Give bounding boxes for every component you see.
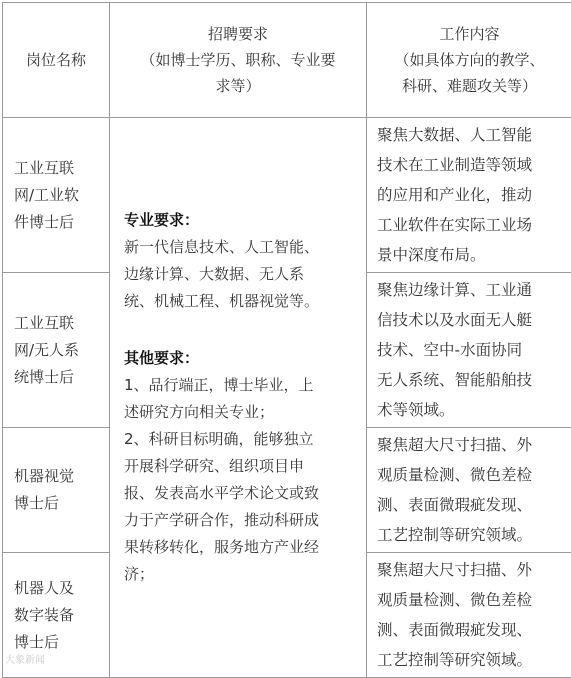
watermark-text: 大象新闻 <box>5 655 45 666</box>
position-line: 网/工业软 <box>14 182 101 209</box>
content-line: 聚焦超大尺寸扫描、外 <box>377 555 566 585</box>
position-line: 博士后 <box>14 629 101 656</box>
watermark <box>5 651 45 666</box>
header-requirements <box>110 3 367 118</box>
major-requirements-heading: 专业要求： <box>124 207 358 234</box>
requirement-line: 2、科研目标明确，能够独立 <box>124 426 358 453</box>
position-line: 统博士后 <box>14 364 101 391</box>
content-line: 观质量检测、微色差检 <box>377 585 566 615</box>
content-line: 工艺控制等研究领域。 <box>377 520 566 550</box>
header-position <box>3 3 110 118</box>
position-line: 机器人及 <box>14 575 101 602</box>
content-line: 景中深度布局。 <box>377 240 566 270</box>
position-line: 数字装备 <box>14 602 101 629</box>
requirement-line: 力于产学研合作，推动科研成 <box>124 507 358 534</box>
header-content-sub2: 科研、难题攻关等） <box>367 73 571 99</box>
content-line: 技术在工业制造等领域 <box>377 150 566 180</box>
header-content-title: 工作内容 <box>367 21 571 47</box>
content-line: 技术、空中-水面协同 <box>377 335 566 365</box>
recruitment-table <box>2 2 571 678</box>
position-cell <box>3 118 110 273</box>
content-line: 聚焦边缘计算、工业通 <box>377 275 566 305</box>
content-line: 测、表面微瑕疵发现、 <box>377 615 566 645</box>
header-content-sub1: （如具体方向的教学、 <box>367 47 571 73</box>
content-line: 信技术以及水面无人艇 <box>377 305 566 335</box>
position-line: 网/无人系 <box>14 337 101 364</box>
content-line: 工业软件在实际工业场 <box>377 210 566 240</box>
header-requirements-title: 招聘要求 <box>110 21 366 47</box>
requirement-line: 边缘计算、大数据、无人系 <box>124 261 358 288</box>
header-content <box>367 3 571 118</box>
other-requirements-heading: 其他要求： <box>124 345 358 372</box>
position-line: 机器视觉 <box>14 463 101 490</box>
content-cell <box>367 118 571 273</box>
content-line: 聚焦大数据、人工智能 <box>377 120 566 150</box>
requirement-line: 述研究方向相关专业； <box>124 399 358 426</box>
content-cell <box>367 273 571 428</box>
spacer <box>124 315 358 345</box>
header-row <box>3 3 571 118</box>
requirement-line: 1、品行端正，博士毕业，上 <box>124 372 358 399</box>
content-line: 聚焦超大尺寸扫描、外 <box>377 430 566 460</box>
position-line: 工业互联 <box>14 155 101 182</box>
table-row <box>3 118 571 273</box>
header-requirements-sub1: （如博士学历、职称、专业要 <box>110 47 366 73</box>
requirements-cell <box>110 118 367 678</box>
position-cell <box>3 428 110 553</box>
content-line: 术等领域。 <box>377 395 566 425</box>
requirement-line: 新一代信息技术、人工智能、 <box>124 234 358 261</box>
header-requirements-sub2: 求等） <box>110 73 366 99</box>
content-line: 无人系统、智能船舶技 <box>377 365 566 395</box>
requirement-line: 统、机械工程、机器视觉等。 <box>124 288 358 315</box>
position-cell <box>3 273 110 428</box>
header-position-label: 岗位名称 <box>26 51 86 69</box>
requirement-line: 开展科学研究、组织项目申 <box>124 453 358 480</box>
position-line: 件博士后 <box>14 209 101 236</box>
position-line: 工业互联 <box>14 310 101 337</box>
position-line: 博士后 <box>14 490 101 517</box>
content-line: 观质量检测、微色差检 <box>377 460 566 490</box>
requirement-line: 报、发表高水平学术论文或致 <box>124 480 358 507</box>
content-line: 测、表面微瑕疵发现、 <box>377 490 566 520</box>
requirement-line: 果转移转化，服务地方产业经 <box>124 534 358 561</box>
content-cell <box>367 428 571 553</box>
requirement-line: 济； <box>124 561 358 588</box>
content-line: 工艺控制等研究领域。 <box>377 645 566 675</box>
content-line: 的应用和产业化，推动 <box>377 180 566 210</box>
content-cell <box>367 553 571 678</box>
